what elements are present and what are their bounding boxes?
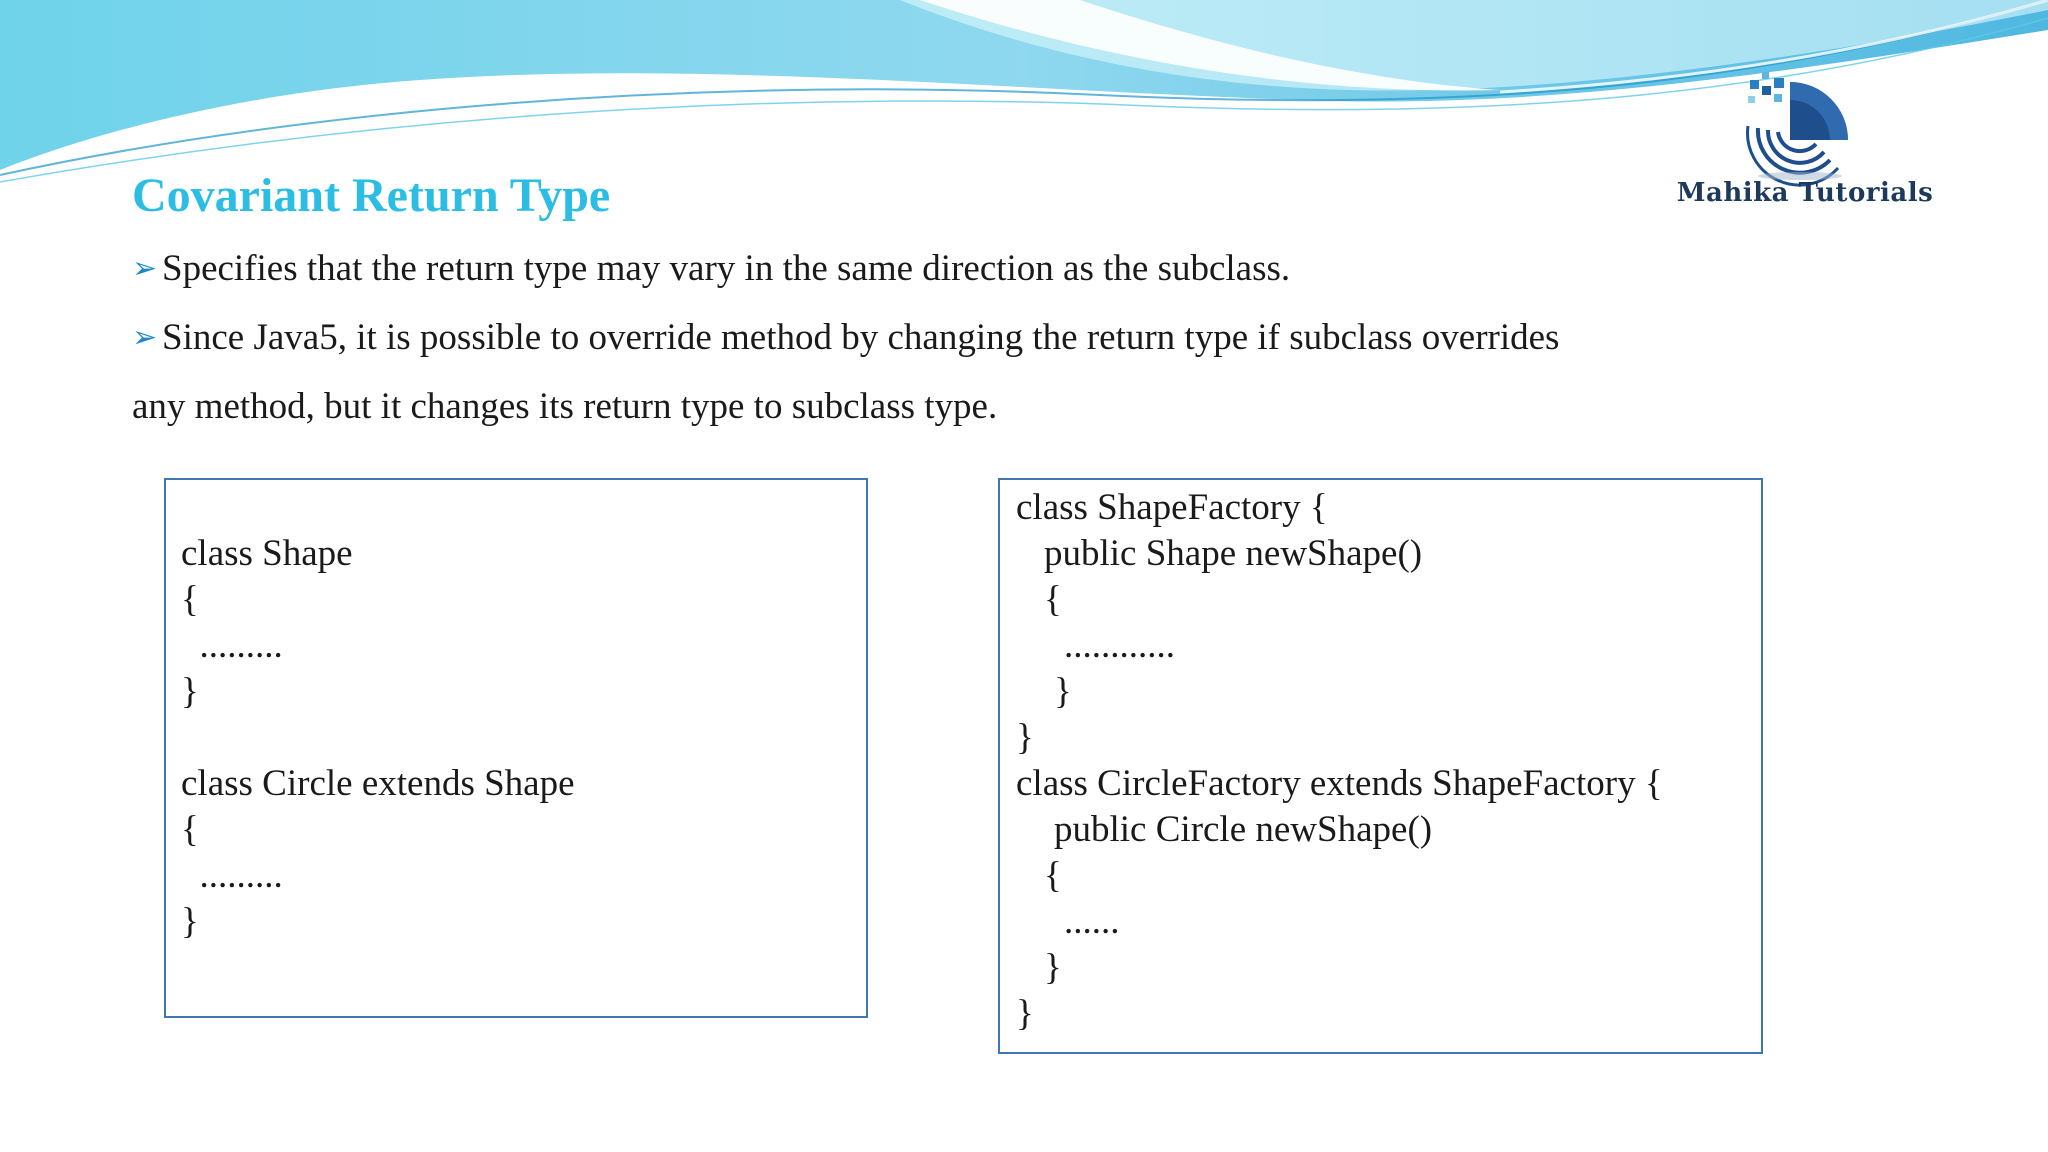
bullet-text-2: Since Java5, it is possible to override method by changing the return type if subclass overrides	[162, 317, 1560, 358]
code-line: {	[181, 809, 199, 850]
code-line: }	[181, 671, 199, 712]
code-line: }	[1016, 717, 1034, 758]
code-line: ............	[1064, 625, 1175, 666]
brand-name: Mahika Tutorials	[1676, 178, 1934, 208]
code-box-factory	[998, 478, 1763, 1054]
slide-title: Covariant Return Type	[132, 169, 611, 222]
code-line: public Shape newShape()	[1044, 533, 1423, 574]
bullet-item-2	[132, 319, 1559, 356]
code-line: }	[1044, 947, 1062, 988]
code-line: {	[181, 579, 199, 620]
code-line: class ShapeFactory {	[1016, 487, 1328, 528]
code-line: class Circle extends Shape	[181, 763, 575, 804]
brand-logo	[1640, 60, 1970, 230]
mahika-tutorials-logo-icon	[1740, 68, 1880, 188]
arrow-bullet-icon: ➢	[132, 321, 158, 354]
code-line: }	[181, 901, 199, 942]
code-line: {	[1044, 579, 1062, 620]
arrow-bullet-icon: ➢	[132, 252, 158, 285]
code-line: class CircleFactory extends ShapeFactory {	[1016, 763, 1663, 804]
code-line: ......	[1064, 901, 1120, 942]
code-line: }	[1016, 993, 1034, 1034]
code-line: public Circle newShape()	[1054, 809, 1433, 850]
bullet-text-1: Specifies that the return type may vary in the same direction as the subclass.	[162, 248, 1291, 289]
bullet-continuation: any method, but it changes its return type to subclass type.	[132, 386, 998, 427]
code-line: .........	[181, 855, 283, 896]
bullet-item-1	[132, 250, 1290, 287]
code-line: .........	[181, 625, 283, 666]
code-line: {	[1044, 855, 1062, 896]
code-line: class Shape	[181, 533, 353, 574]
code-box-shape	[164, 478, 868, 1018]
code-line: }	[1054, 671, 1072, 712]
